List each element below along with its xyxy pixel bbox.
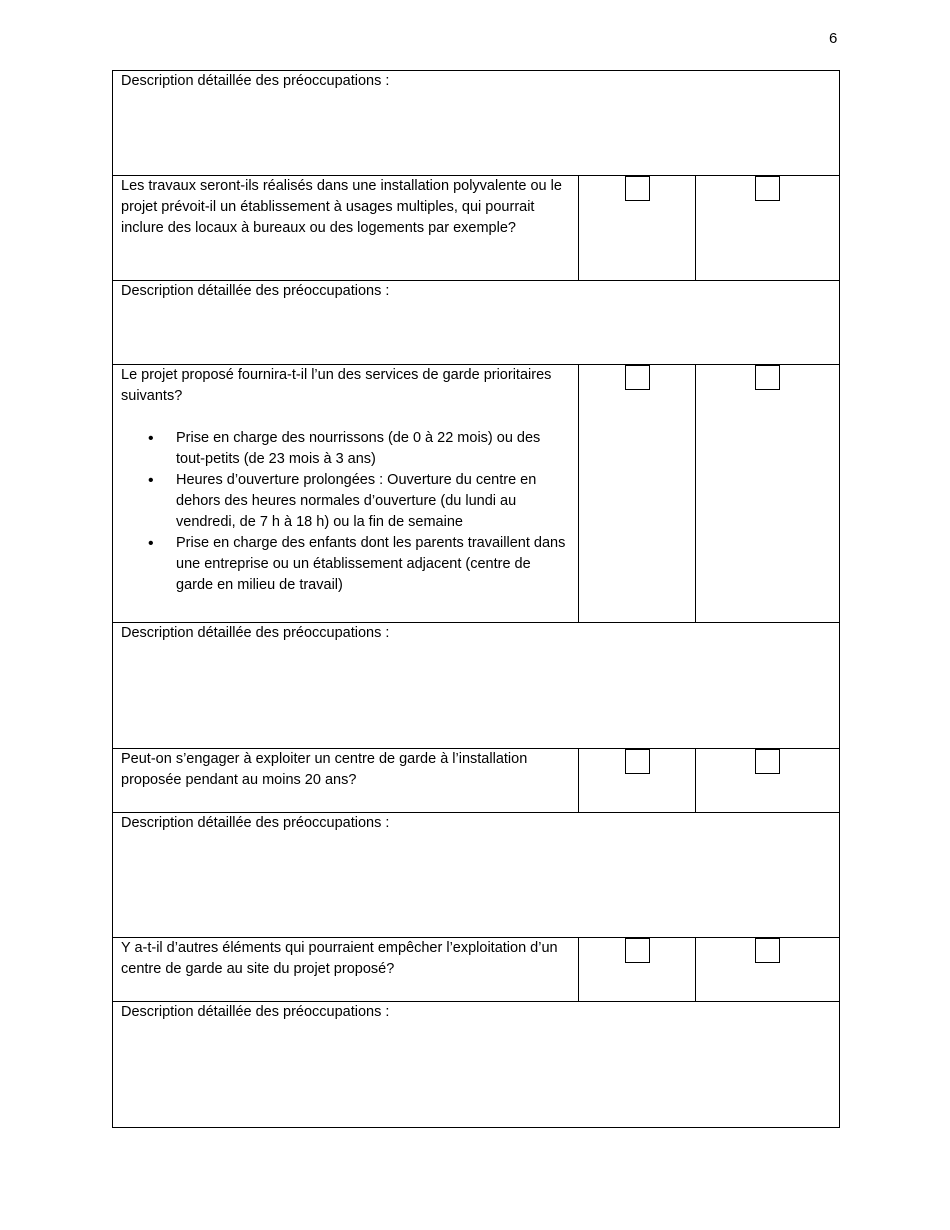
question-row (113, 938, 840, 1002)
checkbox-cell (579, 365, 696, 623)
checkbox-cell (579, 938, 696, 1002)
yes-checkbox[interactable] (625, 749, 650, 774)
checkbox-cell (696, 938, 840, 1002)
page-number: 6 (829, 30, 838, 47)
checkbox-cell (696, 749, 840, 813)
no-checkbox[interactable] (755, 365, 780, 390)
question-text: Y a-t-il d’autres éléments qui pourraient empêcher l’exploitation d’un centre de garde au site du projet proposé? (113, 938, 579, 1002)
question-row (113, 749, 840, 813)
question-text: Les travaux seront-ils réalisés dans une installation polyvalente ou le projet prévoit-il un établissement à usages multiples, qui pourrait inclure des locaux à bureaux ou des logements par exemple? (113, 176, 579, 281)
description-row (113, 281, 840, 365)
question-row (113, 365, 840, 623)
checkbox-cell (696, 176, 840, 281)
question-cell (113, 365, 579, 623)
description-label: Description détaillée des préoccupations : (121, 815, 390, 831)
checkbox-cell (579, 749, 696, 813)
question-row (113, 176, 840, 281)
yes-checkbox[interactable] (625, 938, 650, 963)
questionnaire-table (112, 70, 840, 1128)
description-cell[interactable] (113, 813, 840, 938)
description-cell[interactable] (113, 281, 840, 365)
no-checkbox[interactable] (755, 176, 780, 201)
description-row (113, 1002, 840, 1128)
list-item: • Prise en charge des enfants dont les parents travaillent dans une entreprise ou un établissement adjacent (centre de garde en milieu de travail) (176, 533, 570, 596)
yes-checkbox[interactable] (625, 365, 650, 390)
description-label: Description détaillée des préoccupations : (121, 283, 390, 299)
no-checkbox[interactable] (755, 938, 780, 963)
checkbox-cell (696, 365, 840, 623)
yes-checkbox[interactable] (625, 176, 650, 201)
description-cell[interactable] (113, 1002, 840, 1128)
description-row (113, 623, 840, 749)
description-label: Description détaillée des préoccupations : (121, 625, 390, 641)
list-item: • Prise en charge des nourrissons (de 0 à 22 mois) ou des tout-petits (de 23 mois à 3 ans) (176, 428, 570, 470)
checkbox-cell (579, 176, 696, 281)
no-checkbox[interactable] (755, 749, 780, 774)
description-row (113, 71, 840, 176)
description-label: Description détaillée des préoccupations : (121, 1004, 390, 1020)
description-cell[interactable] (113, 623, 840, 749)
list-item: • Heures d’ouverture prolongées : Ouverture du centre en dehors des heures normales d’ouverture (du lundi au vendredi, de 7 h à 18 h) ou la fin de semaine (176, 470, 570, 533)
description-cell[interactable] (113, 71, 840, 176)
question-text: Le projet proposé fournira-t-il l’un des services de garde prioritaires suivants? (121, 367, 552, 404)
description-row (113, 813, 840, 938)
question-text: Peut-on s’engager à exploiter un centre de garde à l’installation proposée pendant au moins 20 ans? (113, 749, 579, 813)
priority-services-list (121, 428, 570, 596)
description-label: Description détaillée des préoccupations : (121, 73, 390, 89)
